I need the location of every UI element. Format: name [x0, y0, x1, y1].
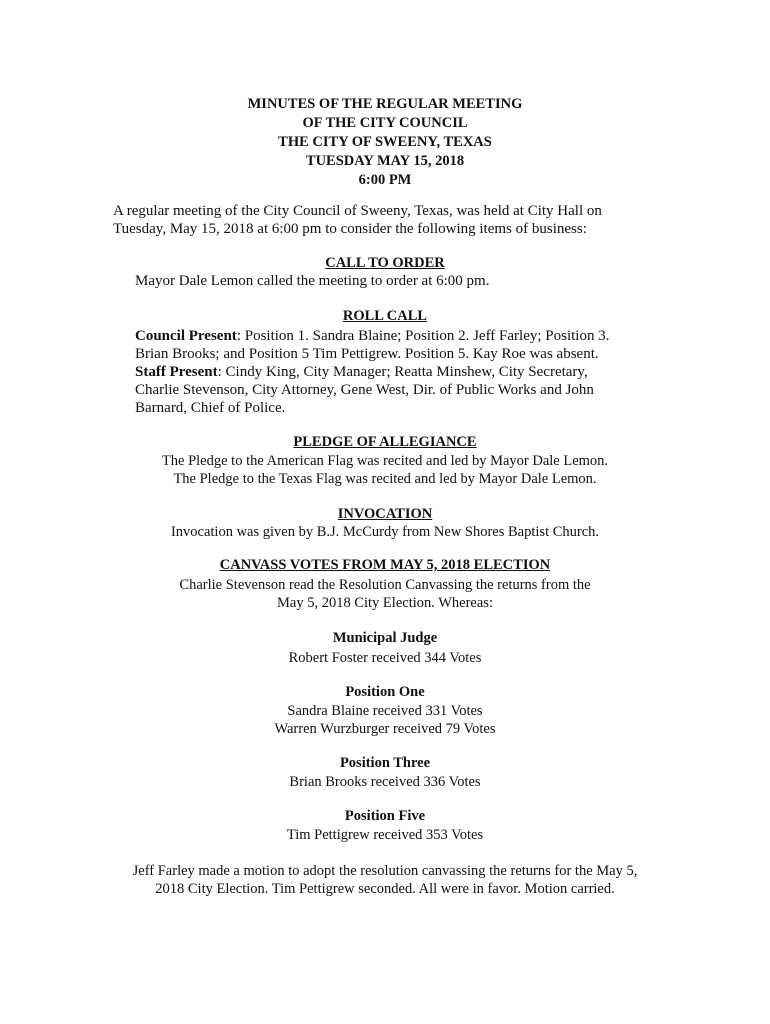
- motion-paragraph: [0, 862, 770, 898]
- position-one-results: [0, 702, 770, 738]
- position-five-result: [0, 826, 770, 844]
- staff-present-line: Barnard, Chief of Police.: [135, 400, 286, 416]
- staff-present-line: [135, 363, 695, 381]
- intro-line: Tuesday, May 15, 2018 at 6:00 pm to consider the following items of business:: [113, 221, 587, 237]
- result-line: Sandra Blaine received 331 Votes: [287, 703, 483, 719]
- invocation-line: Invocation was given by B.J. McCurdy from New Shores Baptist Church.: [170, 524, 600, 540]
- invocation-heading: INVOCATION: [337, 506, 433, 522]
- canvass-text: [0, 576, 770, 612]
- document-title: [0, 95, 770, 190]
- council-present-text: : Position 1. Sandra Blaine; Position 2. Jeff Farley; Position 3.: [236, 328, 610, 344]
- canvass-line: May 5, 2018 City Election. Whereas:: [277, 595, 493, 611]
- invocation-text: [0, 523, 770, 541]
- call-to-order-line: Mayor Dale Lemon called the meeting to order at 6:00 pm.: [135, 273, 490, 289]
- title-line: 6:00 PM: [358, 172, 412, 188]
- canvass-heading: CANVASS VOTES FROM MAY 5, 2018 ELECTION: [219, 557, 551, 573]
- staff-present-line: Charlie Stevenson, City Attorney, Gene West, Dir. of Public Works and John: [135, 382, 594, 398]
- motion-line: 2018 City Election. Tim Pettigrew seconded. All were in favor. Motion carried.: [155, 881, 615, 897]
- title-line: TUESDAY MAY 15, 2018: [305, 153, 465, 169]
- staff-present-label: Staff Present: [135, 364, 218, 380]
- call-to-order-text: [135, 272, 695, 290]
- result-line: Tim Pettigrew received 353 Votes: [286, 827, 484, 843]
- pledge-line: The Pledge to the American Flag was recited and led by Mayor Dale Lemon.: [161, 453, 609, 469]
- pledge-line: The Pledge to the Texas Flag was recited and led by Mayor Dale Lemon.: [173, 471, 597, 487]
- position-three-result: [0, 773, 770, 791]
- staff-present-text: : Cindy King, City Manager; Reatta Minshew, City Secretary,: [217, 364, 588, 380]
- position-three-title: Position Three: [339, 755, 431, 771]
- roll-call-heading: ROLL CALL: [342, 308, 428, 324]
- council-present-label: Council Present: [135, 328, 237, 344]
- roll-call-text: [135, 327, 695, 417]
- municipal-judge-result: [0, 649, 770, 667]
- result-line: Warren Wurzburger received 79 Votes: [274, 721, 496, 737]
- municipal-judge-title: Municipal Judge: [332, 630, 438, 646]
- motion-line: Jeff Farley made a motion to adopt the resolution canvassing the returns for the May 5,: [132, 863, 638, 879]
- canvass-line: Charlie Stevenson read the Resolution Canvassing the returns from the: [179, 577, 591, 593]
- position-one-title: Position One: [345, 684, 425, 700]
- title-line: MINUTES OF THE REGULAR MEETING: [247, 96, 523, 112]
- position-five-title: Position Five: [344, 808, 426, 824]
- intro-line: A regular meeting of the City Council of Sweeny, Texas, was held at City Hall on: [113, 203, 602, 219]
- pledge-text: [0, 452, 770, 488]
- title-line: THE CITY OF SWEENY, TEXAS: [278, 134, 492, 150]
- council-present-line: Brian Brooks; and Position 5 Tim Pettigrew. Position 5. Kay Roe was absent.: [135, 346, 599, 362]
- title-line: OF THE CITY COUNCIL: [302, 115, 468, 131]
- council-present-line: [135, 327, 695, 345]
- intro-paragraph: [113, 202, 673, 238]
- result-line: Brian Brooks received 336 Votes: [289, 774, 481, 790]
- result-line: Robert Foster received 344 Votes: [288, 650, 482, 666]
- call-to-order-heading: CALL TO ORDER: [325, 255, 445, 271]
- pledge-heading: PLEDGE OF ALLEGIANCE: [293, 434, 477, 450]
